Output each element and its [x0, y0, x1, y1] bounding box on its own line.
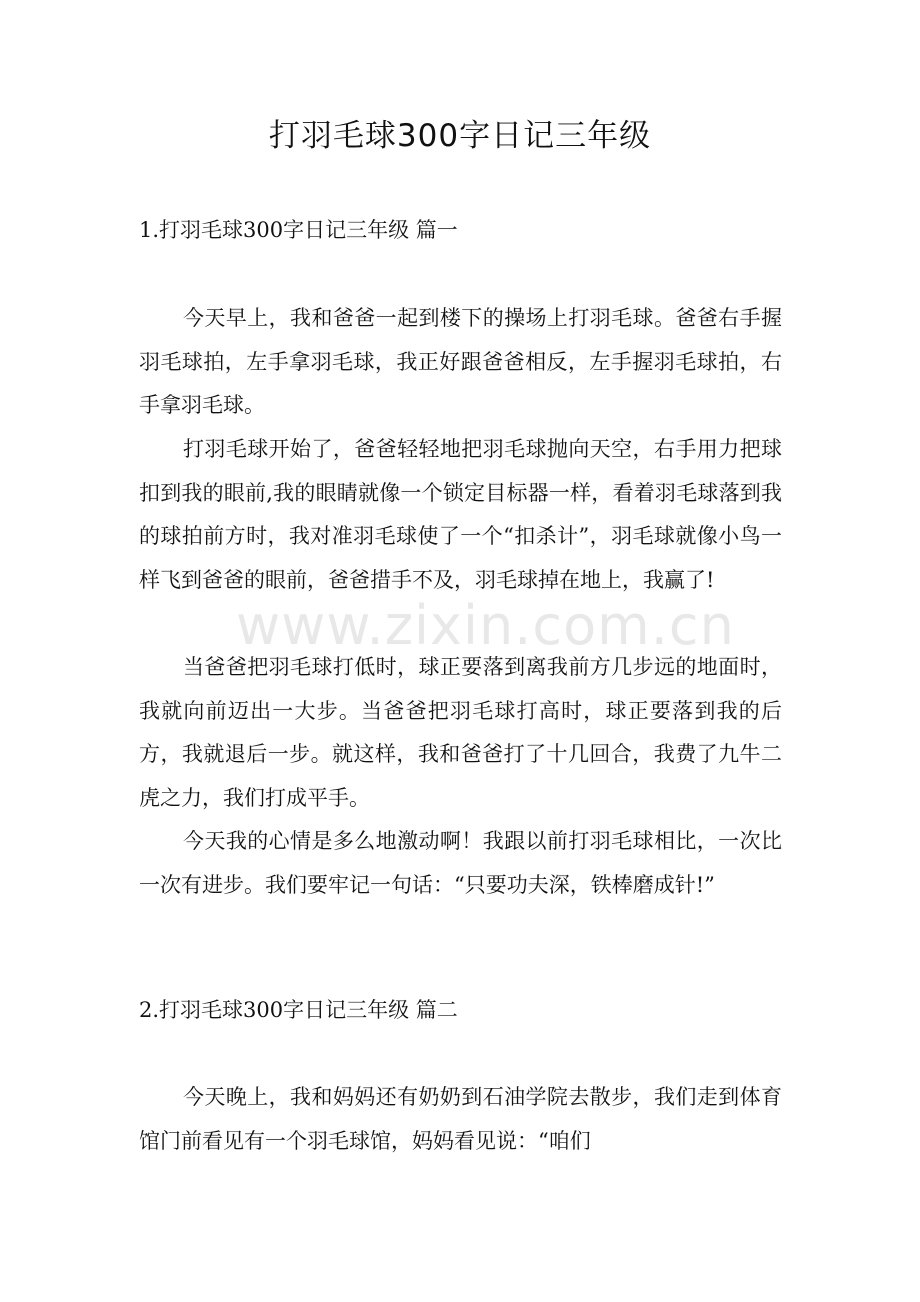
section-heading-2: 2.打羽毛球300字日记三年级 篇二 [139, 998, 458, 1022]
section-1-paragraph-2: 打羽毛球开始了，爸爸轻轻地把羽毛球抛向天空，右手用力把球扣到我的眼前,我的眼睛就像一个锁定目标器一样，看着羽毛球落到我的球拍前方时，我对准羽毛球使了一个“扣杀计”，羽毛球就像小鸟一样飞到爸爸的眼前，爸爸措手不及，羽毛球掉在地上，我赢了! [139, 437, 782, 592]
document-title: 打羽毛球300字日记三年级 [268, 118, 652, 154]
section-1-paragraph-1: 今天早上，我和爸爸一起到楼下的操场上打羽毛球。爸爸右手握羽毛球拍，左手拿羽毛球，我正好跟爸爸相反，左手握羽毛球拍，右手拿羽毛球。 [139, 306, 782, 418]
section-1-paragraph-3: 当爸爸把羽毛球打低时，球正要落到离我前方几步远的地面时，我就向前迈出一大步。当爸爸把羽毛球打高时，球正要落到我的后方，我就退后一步。就这样，我和爸爸打了十几回合，我费了九牛二虎之力，我们打成平手。 [139, 655, 782, 810]
section-1-paragraph-4: 今天我的心情是多么地激动啊！我跟以前打羽毛球相比，一次比一次有进步。我们要牢记一句话：“只要功夫深，铁棒磨成针!” [139, 829, 782, 897]
section-heading-1: 1.打羽毛球300字日记三年级 篇一 [139, 218, 458, 242]
watermark: www.zixin.com.cn [236, 594, 735, 657]
section-2-paragraph-1: 今天晚上，我和妈妈还有奶奶到石油学院去散步，我们走到体育馆门前看见有一个羽毛球馆，妈妈看见说：“咱们 [139, 1085, 782, 1153]
